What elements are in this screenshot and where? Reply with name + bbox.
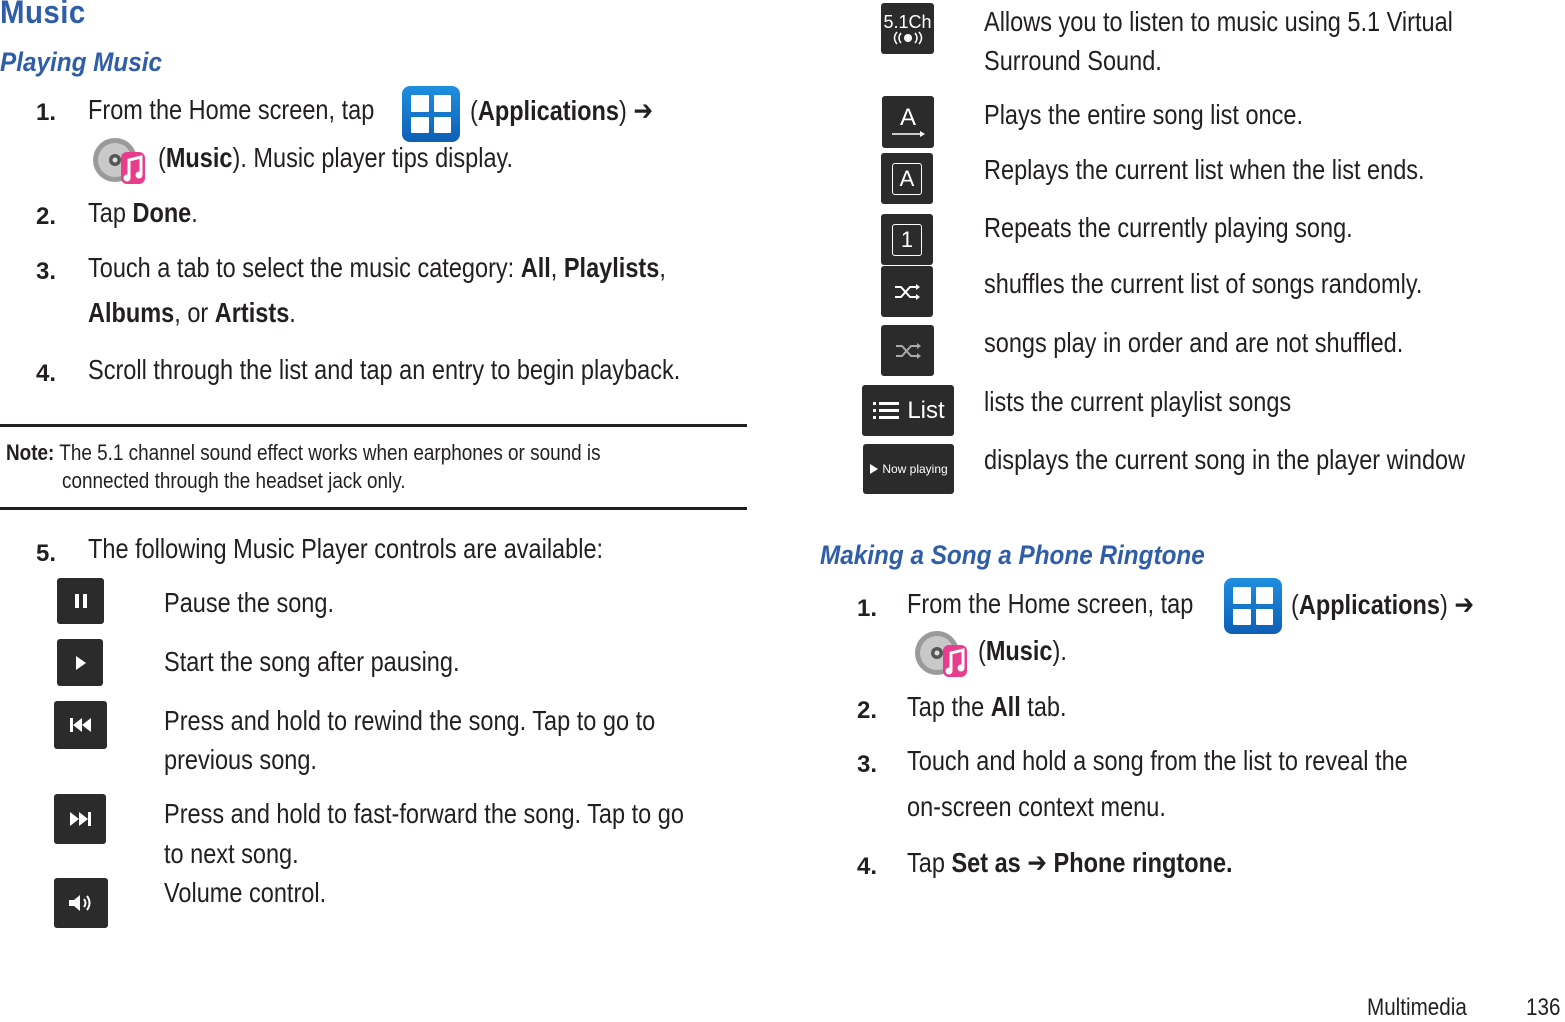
step-text: (Applications) ➔: [1291, 589, 1475, 620]
control-description: lists the current playlist songs: [984, 386, 1292, 417]
note-text: Note: The 5.1 channel sound effect works when earphones or sound is: [6, 440, 601, 465]
step-text: Scroll through the list and tap an entry to begin playback.: [88, 354, 681, 385]
control-description: shuffles the current list of songs randomly.: [984, 268, 1423, 299]
step-number: 3.: [857, 751, 878, 778]
control-description: Pause the song.: [164, 587, 334, 618]
step-number: 4.: [36, 360, 57, 387]
step-number: 2.: [36, 203, 57, 230]
shuffle-on-icon: [881, 266, 933, 317]
step-text: The following Music Player controls are available:: [88, 533, 604, 564]
step-text: Touch a tab to select the music category: All, Playlists,: [88, 252, 666, 283]
divider: [0, 507, 747, 510]
shuffle-off-icon: [881, 325, 934, 376]
control-description: Plays the entire song list once.: [984, 99, 1304, 130]
section-heading-ringtone: Making a Song a Phone Ringtone: [820, 540, 1205, 570]
section-heading-playing-music: Playing Music: [0, 47, 163, 77]
step-number: 1.: [857, 595, 878, 622]
step-text: Tap Set as ➔ Phone ringtone.: [907, 847, 1233, 878]
surround-51-icon: 5.1Ch: [881, 3, 934, 54]
step-text: From the Home screen, tap: [88, 94, 375, 125]
step-text: (Music).: [978, 635, 1067, 666]
applications-icon: [402, 86, 460, 142]
control-description: displays the current song in the player window: [984, 444, 1466, 475]
now-playing-icon: Now playing: [863, 444, 954, 494]
page-number: 136: [1526, 994, 1561, 1021]
applications-icon: [1224, 578, 1282, 634]
repeat-one-icon: 1: [881, 214, 933, 265]
step-text: From the Home screen, tap: [907, 588, 1194, 619]
fast-forward-icon: [54, 794, 106, 844]
step-number: 4.: [857, 853, 878, 880]
step-text: Tap the All tab.: [907, 691, 1067, 722]
control-description: Start the song after pausing.: [164, 646, 460, 677]
control-description: Surround Sound.: [984, 45, 1162, 76]
rewind-icon: [54, 701, 107, 749]
divider: [0, 424, 747, 427]
step-text: on-screen context menu.: [907, 791, 1166, 822]
repeat-all-icon: A: [881, 153, 933, 204]
note-text: connected through the headset jack only.: [62, 468, 406, 493]
music-app-icon: [91, 134, 147, 186]
step-number: 2.: [857, 697, 878, 724]
step-text: Albums, or Artists.: [88, 297, 296, 328]
control-description: songs play in order and are not shuffled.: [984, 327, 1404, 358]
control-description: Allows you to listen to music using 5.1 Virtual: [984, 6, 1453, 37]
step-number: 1.: [36, 99, 57, 126]
page-title: Music: [0, 0, 86, 30]
control-description: Volume control.: [164, 877, 327, 908]
footer-section-name: Multimedia: [1367, 994, 1467, 1021]
step-text: Touch and hold a song from the list to reveal the: [907, 745, 1408, 776]
control-description: Press and hold to fast-forward the song. Tap to go: [164, 798, 684, 829]
control-description: Replays the current list when the list ends.: [984, 154, 1425, 185]
step-number: 5.: [36, 540, 57, 567]
step-text: (Music). Music player tips display.: [158, 142, 514, 173]
step-text: (Applications) ➔: [470, 95, 654, 126]
control-description: to next song.: [164, 838, 299, 869]
volume-icon: [54, 878, 108, 928]
pause-icon: [57, 578, 104, 624]
play-icon: [57, 639, 103, 686]
list-icon: List: [862, 385, 954, 436]
step-text: Tap Done.: [88, 197, 198, 228]
control-description: Repeats the currently playing song.: [984, 212, 1353, 243]
play-all-once-icon: A: [882, 96, 934, 148]
step-number: 3.: [36, 258, 57, 285]
control-description: Press and hold to rewind the song. Tap to go to: [164, 705, 656, 736]
music-app-icon: [913, 627, 969, 679]
control-description: previous song.: [164, 744, 317, 775]
